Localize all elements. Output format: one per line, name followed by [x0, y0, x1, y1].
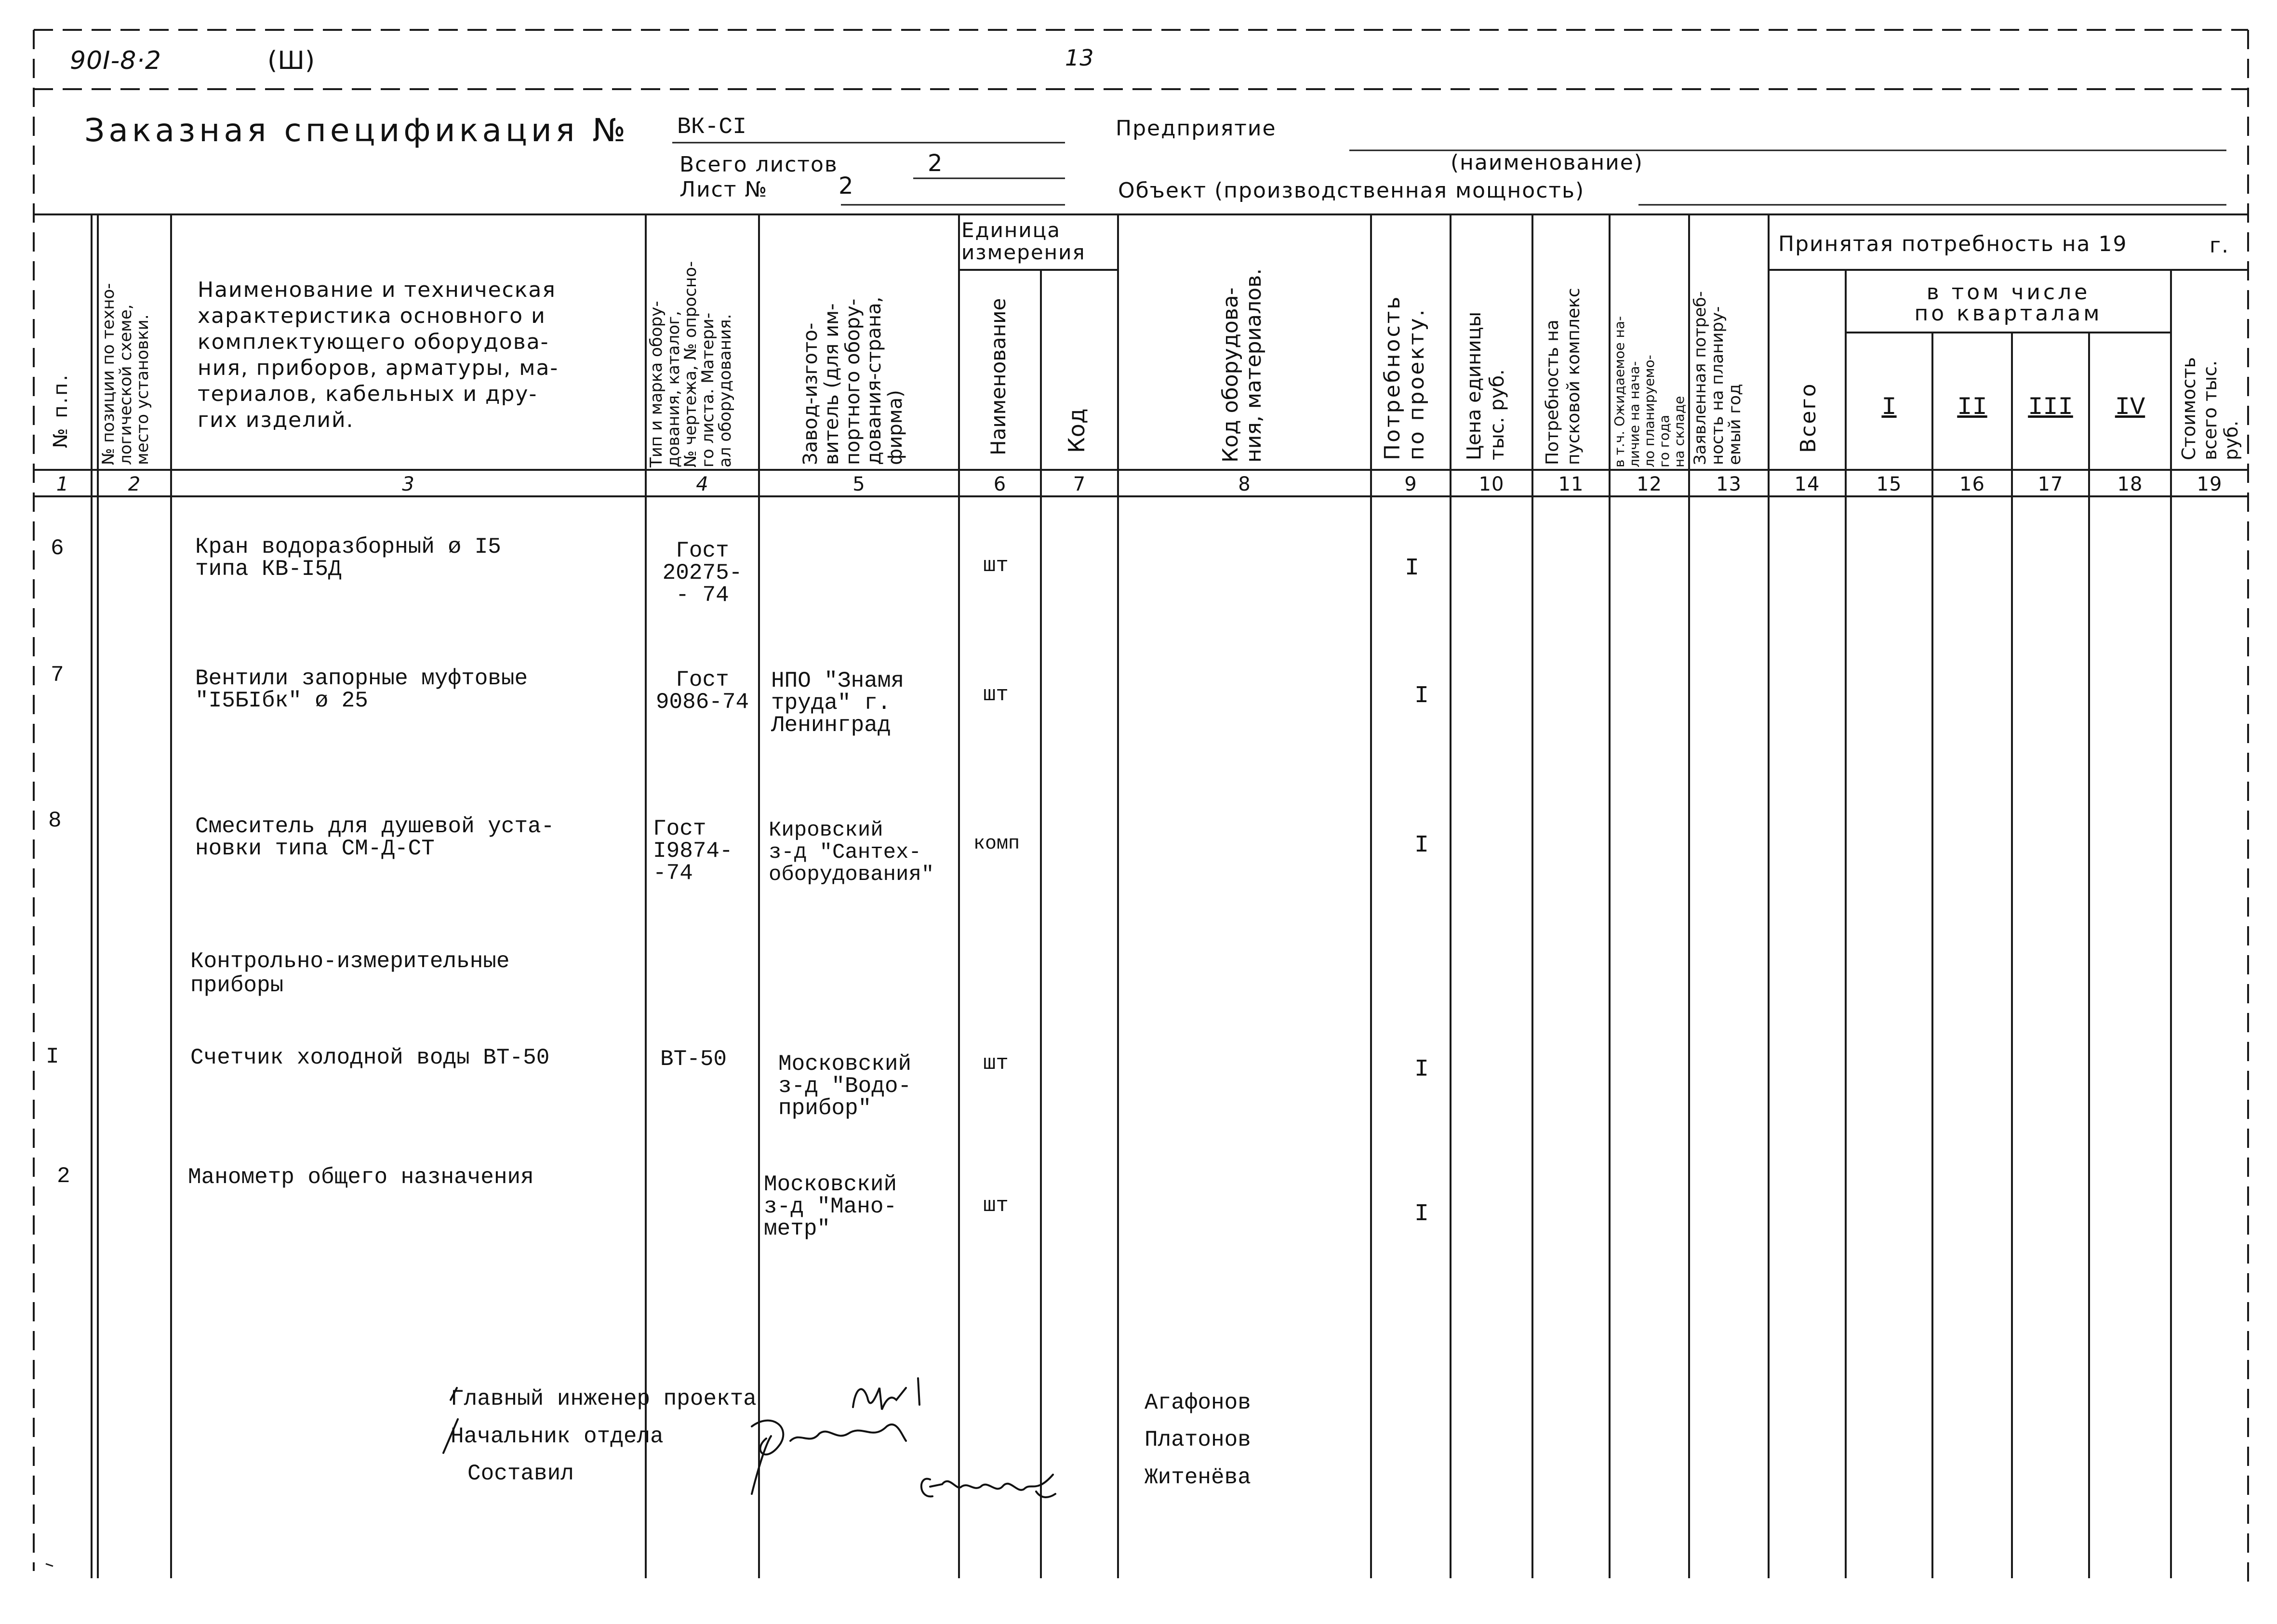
- col-header-6: Наименование: [986, 298, 1010, 455]
- col-number-17: 17: [2037, 473, 2064, 495]
- col-number-15: 15: [1876, 473, 1902, 495]
- col-number-1: 1: [56, 473, 69, 495]
- object-label: Объект (производственная мощность): [1118, 178, 1585, 203]
- col-number-13: 13: [1716, 473, 1742, 495]
- document-code: 90I-8·2: [70, 46, 161, 75]
- row-2-maker: НПО "Знамя труда" г. Ленинград: [771, 668, 905, 738]
- row-3-type: Гост I9874- -74: [653, 816, 733, 886]
- sheet-mark: (Ш): [267, 46, 316, 75]
- row-6-unit: шт: [983, 1194, 1009, 1218]
- name-caption: (наименование): [1451, 150, 1643, 175]
- col-header-7: Код: [1064, 408, 1090, 453]
- col-number-19: 19: [2197, 473, 2223, 495]
- col-number-16: 16: [1959, 473, 1985, 495]
- row-6-need: I: [1414, 1200, 1429, 1228]
- row-1-type: Гост 20275- - 74: [662, 538, 743, 608]
- spec-title: Заказная спецификация №: [84, 112, 630, 149]
- row-6-no: 2: [57, 1164, 70, 1189]
- row-3-maker: Кировский з-д "Сантех- оборудования": [769, 818, 934, 887]
- col-number-4: 4: [696, 473, 709, 495]
- row-3-need: I: [1414, 832, 1429, 859]
- signature-name-platonov: Платонов: [1145, 1427, 1251, 1452]
- row-5-no: I: [46, 1044, 59, 1069]
- col-header-13: Заявленная потреб- ность на планиру- емый год: [1691, 291, 1744, 465]
- col-header-2: № позиции по техно- логической схеме, место установки.: [99, 283, 153, 465]
- signature-role-department-head: Начальник отдела: [451, 1424, 664, 1449]
- row-2-need: I: [1414, 682, 1429, 710]
- row-6-maker: Московский з-д "Мано- метр": [764, 1172, 897, 1241]
- enterprise-label: Предприятие: [1116, 116, 1277, 141]
- signature-name-zhiteneva: Житенёва: [1145, 1465, 1251, 1490]
- col-number-2: 2: [128, 473, 141, 495]
- row-1-need: I: [1405, 555, 1420, 582]
- row-4-section-heading: Контрольно-измерительные приборы: [190, 949, 510, 998]
- page-number: 13: [1065, 45, 1094, 71]
- spec-number: ВК-СI: [677, 114, 747, 140]
- col-header-8: Код оборудова- ния, материалов.: [1218, 268, 1266, 463]
- row-5-unit: шт: [983, 1052, 1009, 1076]
- col-number-8: 8: [1238, 473, 1251, 495]
- row-5-type: ВТ-50: [660, 1047, 727, 1072]
- col-header-11: Потребность на пусковой комплекс: [1543, 288, 1584, 465]
- col-number-12: 12: [1637, 473, 1662, 495]
- col-number-6: 6: [993, 473, 1007, 495]
- sheet-number-value: 2: [839, 173, 854, 200]
- col-header-15: I: [1881, 393, 1897, 422]
- col-number-3: 3: [402, 473, 415, 495]
- col-number-18: 18: [2117, 473, 2143, 495]
- col-header-17: III: [2028, 393, 2073, 422]
- col-header-18: IV: [2115, 393, 2145, 422]
- col-header-unit-group: Единица измерения: [961, 218, 1086, 264]
- col-header-12: в т.ч. Ожидаемое на- личие на нача- ло планируемо- го года на складе: [1611, 316, 1687, 467]
- col-header-5: Завод-изгото- витель (для им- портного обору- дования-страна, фирма): [799, 296, 906, 465]
- col-number-9: 9: [1404, 473, 1417, 495]
- row-1-unit: шт: [983, 554, 1009, 578]
- row-1-no: 6: [51, 536, 64, 561]
- row-1-name: Кран водоразборный ø I5 типа КВ-I5Д: [195, 534, 501, 582]
- signature-role-chief-engineer: Главный инженер проекта: [451, 1386, 757, 1411]
- row-3-no: 8: [48, 808, 62, 833]
- col-number-7: 7: [1073, 473, 1086, 495]
- row-3-unit: комп: [973, 833, 1020, 855]
- row-5-need: I: [1414, 1056, 1429, 1083]
- col-header-9: Потребность по проекту.: [1380, 294, 1429, 460]
- row-6-name: Манометр общего назначения: [188, 1165, 534, 1190]
- col-header-3: Наименование и техническая характеристика основного и комплектующего оборудова- ния, приборов, арматуры, ма- териалов, кабельных и дру- гих изделий.: [198, 278, 559, 432]
- col-number-11: 11: [1558, 473, 1584, 495]
- accepted-need-label: Принятая потребность на 19: [1778, 232, 2128, 256]
- row-5-maker: Московский з-д "Водо- прибор": [778, 1052, 912, 1121]
- row-2-unit: шт: [983, 683, 1009, 707]
- col-header-4: Тип и марка обору- дования, каталог, № чертежа, № опросно- го листа. Матери- ал оборудования.: [647, 261, 735, 467]
- col-header-19: Стоимость всего тыс. руб.: [2178, 357, 2242, 460]
- row-2-no: 7: [51, 663, 64, 688]
- signature-name-agafonov: Агафонов: [1145, 1390, 1251, 1415]
- col-number-10: 10: [1478, 473, 1505, 495]
- signature-role-compiled-by: Составил: [467, 1461, 574, 1486]
- total-sheets-value: 2: [928, 150, 944, 177]
- quarters-label: в том числе по кварталам: [1914, 280, 2103, 326]
- col-header-1: № п.п.: [50, 373, 72, 448]
- row-2-name: Вентили запорные муфтовые "I5БIбк" ø 25: [195, 666, 528, 713]
- col-number-14: 14: [1794, 473, 1820, 495]
- sheet-label: Лист №: [679, 177, 768, 202]
- col-header-10: Цена единицы тыс. руб.: [1463, 311, 1508, 460]
- col-number-5: 5: [852, 473, 866, 495]
- col-header-14: Всего: [1796, 382, 1821, 453]
- row-5-name: Счетчик холодной воды ВТ-50: [190, 1045, 550, 1070]
- accepted-need-suffix: г.: [2210, 233, 2230, 258]
- row-2-type: Гост 9086-74: [655, 667, 749, 715]
- col-header-16: II: [1957, 393, 1987, 422]
- row-3-name: Смеситель для душевой уста- новки типа СМ-Д-СТ: [195, 814, 555, 861]
- total-sheets-label: Всего листов: [679, 152, 838, 177]
